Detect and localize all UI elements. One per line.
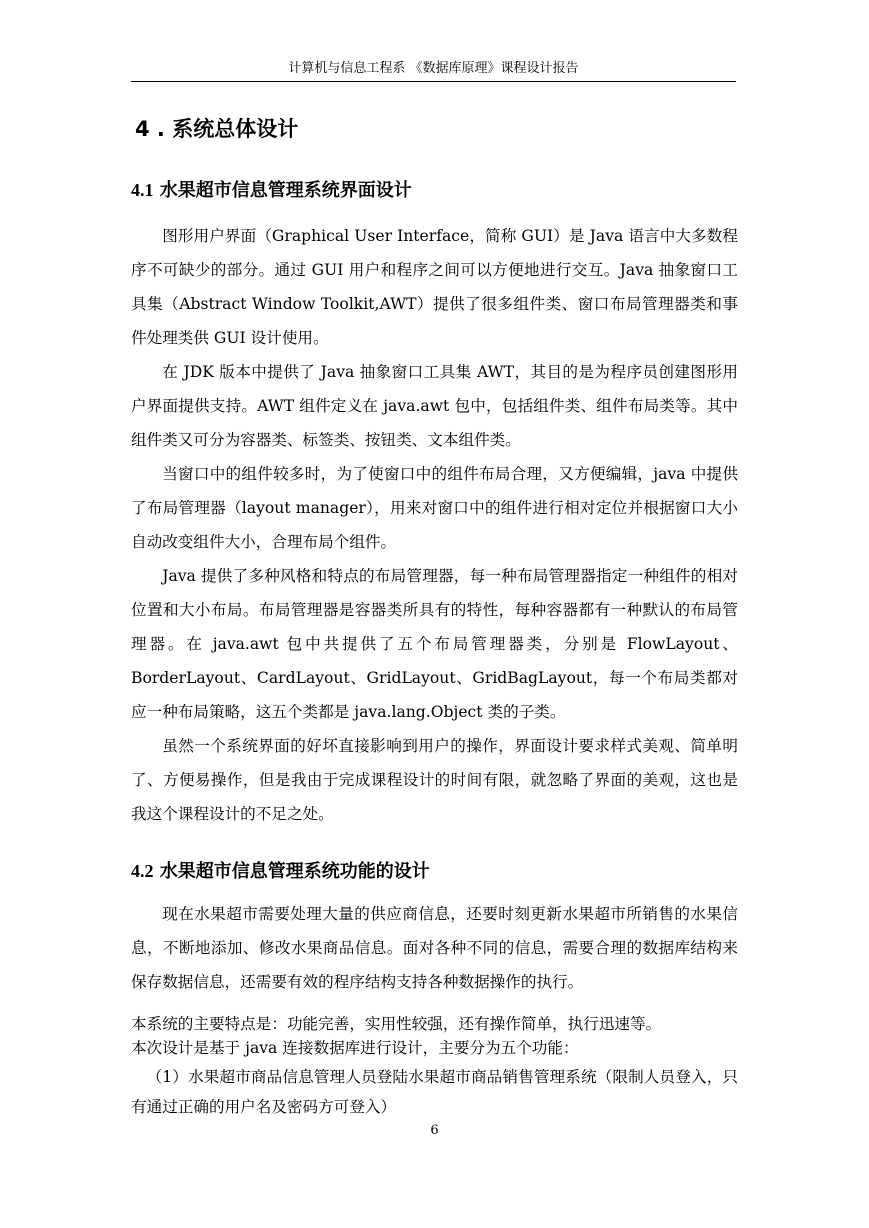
header-rule [131, 81, 736, 82]
paragraph-interface-note: 虽然一个系统界面的好坏直接影响到用户的操作，界面设计要求样式美观、简单明了、方便易操作，但是我由于完成课程设计的时间有限，就忽略了界面的美观，这也是我这个课程设计的不足之处。 [131, 737, 738, 823]
page-header: 计算机与信息工程系 《数据库原理》课程设计报告 [288, 61, 579, 76]
subsection-heading: 水果超市信息管理系统功能的设计 [153, 861, 430, 882]
subsection-number: 4.1 [131, 180, 154, 200]
paragraph-gui-intro: 图形用户界面（Graphical User Interface，简称 GUI）是 Java 语言中大多数程序不可缺少的部分。通过 GUI 用户和程序之间可以方便地进行交互。Java 抽象窗口工具集（Abstract Window Toolkit,AWT）提供了很多组件类、窗口布局管理器类和事件处理类供 GUI 设计使用。 [131, 227, 738, 347]
feature-line: 本系统的主要特点是：功能完善，实用性较强，还有操作简单，执行迅速等。 [131, 1015, 662, 1033]
subsection-title-4-2 [131, 858, 430, 885]
paragraph-layout-manager: 当窗口中的组件较多时，为了使窗口中的组件布局合理，又方便编辑，java 中提供了布局管理器（layout manager），用来对窗口中的组件进行相对定位并根据窗口大小自动改变组件大小，合理布局个组件。 [131, 465, 738, 551]
subsection-title-4-1 [131, 177, 412, 204]
design-line: 本次设计是基于 java 连接数据库进行设计，主要分为五个功能： [131, 1039, 579, 1057]
paragraph-layout-types: Java 提供了多种风格和特点的布局管理器，每一种布局管理器指定一种组件的相对位置和大小布局。布局管理器是容器类所具有的特性，每种容器都有一种默认的布局管理器。在 java.awt 包中共提供了五个布局管理器类，分别是 FlowLayout、BorderLayout、CardLayout、GridLayout、GridBagLayout，每一个布局类都对应一种布局策略，这五个类都是 java.lang.Object 类的子类。 [131, 567, 738, 721]
subsection-number: 4.2 [131, 861, 154, 881]
paragraph-function-intro: 现在水果超市需要处理大量的供应商信息，还要时刻更新水果超市所销售的水果信息，不断地添加、修改水果商品信息。面对各种不同的信息，需要合理的数据库结构来保存数据信息，还需要有效的程序结构支持各种数据操作的执行。 [131, 905, 738, 991]
page-number: 6 [430, 1123, 439, 1138]
paragraph-awt: 在 JDK 版本中提供了 Java 抽象窗口工具集 AWT，其目的是为程序员创建图形用户界面提供支持。AWT 组件定义在 java.awt 包中，包括组件类、组件布局类等。其中组件类又可分为容器类、标签类、按钮类、文本组件类。 [131, 363, 738, 449]
section-title: 4 . 系统总体设计 [135, 117, 299, 141]
subsection-heading: 水果超市信息管理系统界面设计 [153, 180, 412, 201]
list-item-1: （1）水果超市商品信息管理人员登陆水果超市商品销售管理系统（限制人员登入，只有通过正确的用户名及密码方可登入） [131, 1068, 738, 1116]
